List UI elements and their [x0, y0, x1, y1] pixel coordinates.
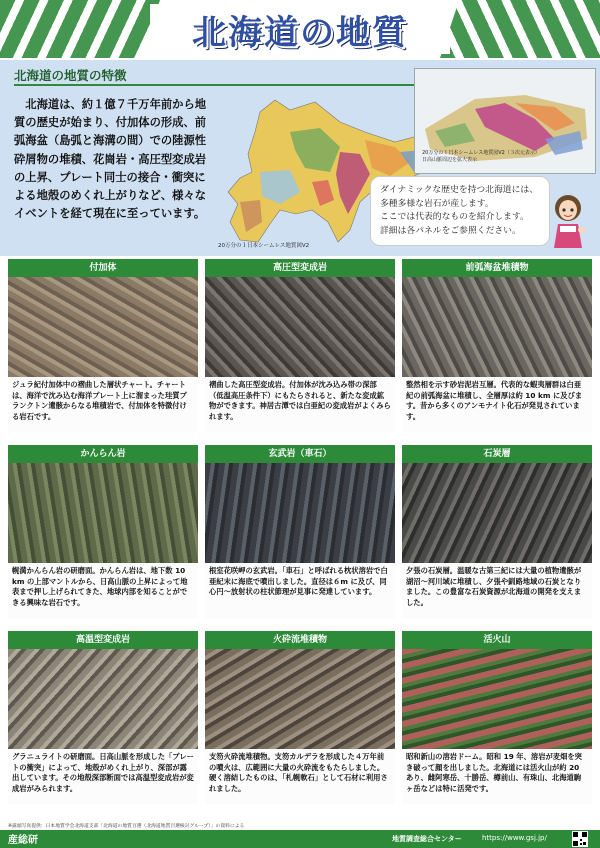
rock-photo	[8, 277, 198, 377]
rock-photo	[402, 463, 592, 563]
panel-title: 高温型変成岩	[8, 631, 198, 649]
rock-photo	[205, 463, 395, 563]
panel-caption: 幌満かんらん岩の研磨面。かんらん岩は、地下数 10 km の上部マントルから、日高山脈の上昇によって地表まで押し上げられてきた、地球内部を知ることができる興味な岩石です。	[8, 563, 198, 618]
footer-organization: 地質調査総合センター	[392, 835, 462, 843]
title-box	[150, 4, 450, 54]
footer-note: ※露頭写真提供：日本地質学会北海道支部「北海道の地質百選（北海道地質百選検討グループ）」の資料による	[8, 824, 245, 829]
rock-panel	[205, 445, 395, 618]
rock-photo	[8, 649, 198, 749]
header	[0, 0, 600, 58]
panel-caption: 夕張の石炭層。温暖な古第三紀には大量の植物遺骸が湖沼～河川域に堆積し、夕張や釧路地域の石炭となりました。この豊富な石炭資源が北海道の開発を支えました。	[402, 563, 592, 618]
callout-line: ここでは代表的なものを紹介します。	[380, 212, 529, 222]
panel-title: 玄武岩（車石）	[205, 445, 395, 463]
rock-panel	[402, 259, 592, 432]
intro-subtitle: 北海道の地質の特徴	[14, 68, 127, 83]
panel-caption: 昭和新山の溶岩ドーム。昭和 19 年、溶岩が麦畑を突き破って顔を出しました。北海道には活火山が約 20 あり、雌阿寒岳、十勝岳、樽前山、有珠山、北海道駒ヶ岳などは特に活発です。	[402, 749, 592, 804]
rock-photo	[402, 649, 592, 749]
panel-caption: 褶曲した高圧型変成岩。付加体が沈み込み帯の深部（低温高圧条件下）にもたらされると、新たな変成鉱物ができます。神居古潭では白亜紀の変成岩がよくみられます。	[205, 377, 395, 432]
panel-caption: グラニュライトの研磨面。日高山脈を形成した「プレートの衝突」によって、地殻がめくれ上がり、深部が露出しています。その地殻深部断面では高温型変成岩が変成岩がみられます。	[8, 749, 198, 804]
intro-text: 北海道は、約１億７千万年前から地質の歴史が始まり、付加体の形成、前弧海盆（島弧と海溝の間）での陸源性砕屑物の堆積、花崗岩・高圧型変成岩の上昇、プレート同士の接合・衝突による地殻のめくれ上がりなど、様々なイベントを経て現在に至っています。	[14, 98, 207, 221]
panel-title: かんらん岩	[8, 445, 198, 463]
rock-panel	[205, 259, 395, 432]
rock-photo	[205, 277, 395, 377]
rock-panel	[402, 631, 592, 804]
rock-panel	[8, 445, 198, 618]
panel-title: 活火山	[402, 631, 592, 649]
panel-caption: 整然相を示す砂岩泥岩互層。代表的な蝦夷層群は白亜紀の前弧海盆に堆積し、全層厚は約 10 km に及びます。昔から多くのアンモナイト化石が発見されています。	[402, 377, 592, 432]
panel-title: 石炭層	[402, 445, 592, 463]
header-stripe-right	[440, 0, 600, 58]
panel-caption: 支笏火砕流堆積物。支笏カルデラを形成した４万年前の噴火は、広範囲に大量の火砕流をもたらしました。硬く溶結したものは、「札幌軟石」として石材に利用されました。	[205, 749, 395, 804]
panel-title: 前弧海盆堆積物	[402, 259, 592, 277]
rock-photo	[8, 463, 198, 563]
callout-text	[380, 184, 538, 238]
callout-line: 詳細は各パネルをご参照ください。	[380, 225, 521, 236]
rock-photo	[402, 277, 592, 377]
header-stripe-left	[0, 0, 160, 58]
rock-panel	[205, 631, 395, 804]
rock-panel	[8, 259, 198, 432]
map-caption: 20万分の１日本シームレス地質図V2	[218, 243, 310, 249]
inset-caption	[422, 150, 540, 164]
guide-character-illustration	[542, 190, 594, 252]
panel-caption: 根室花咲岬の玄武岩。「車石」と呼ばれる枕状溶岩で白亜紀末に海底で噴出しました。直径は６m に及び、同心円～放射状の柱状節理が見事に発達しています。	[205, 563, 395, 618]
panel-title: 火砕流堆積物	[205, 631, 395, 649]
intro-divider	[14, 84, 414, 86]
rock-panel	[8, 631, 198, 804]
panel-caption: ジュラ紀付加体中の褶曲した層状チャート。チャートは、海洋で沈み込む海洋プレート上に溜まった珪質プランクトン遺骸からなる堆積岩で、付加体を特徴付ける岩石です。	[8, 377, 198, 432]
callout-line: ダイナミックな歴史を持つ北海道には、	[380, 185, 538, 195]
aist-logo: 産総研	[8, 835, 38, 846]
rock-panel	[402, 445, 592, 618]
inset-caption-line-2: 日高山脈周辺を拡大表示	[422, 157, 478, 163]
rock-photo	[205, 649, 395, 749]
callout-line: 多種多様な岩石が産します。	[380, 198, 494, 209]
qr-code-icon[interactable]	[572, 831, 588, 847]
panel-title: 付加体	[8, 259, 198, 277]
panel-title: 高圧型変成岩	[205, 259, 395, 277]
inset-caption-line-1: 20万分の１日本シームレス地質図V2（３次元表示）	[422, 150, 540, 156]
page-title: 北海道の地質	[192, 12, 408, 53]
footer-url[interactable]: https://www.gsj.jp/	[482, 834, 547, 842]
